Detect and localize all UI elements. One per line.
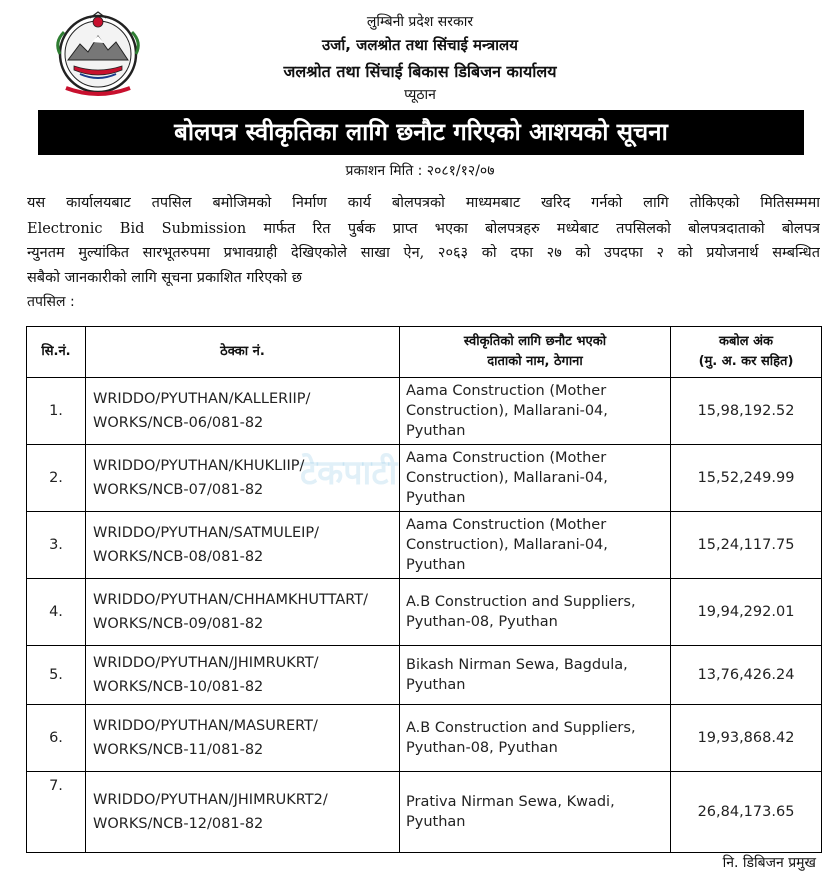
bidder-line: Pyuthan xyxy=(406,814,466,830)
bidder-line: Pyuthan-08, Pyuthan xyxy=(406,740,558,756)
row-amount: 26,84,173.65 xyxy=(671,772,822,853)
row-bidder xyxy=(400,705,671,772)
bidder-line: Construction), Mallarani-04, xyxy=(406,470,608,486)
bidder-line: Aama Construction (Mother xyxy=(406,450,607,466)
row-amount: 13,76,426.24 xyxy=(671,646,822,705)
contract-line: WORKS/NCB-10/081-82 xyxy=(93,679,264,695)
bidder-line: Pyuthan xyxy=(406,490,466,506)
header-office: जलश्रोत तथा सिंचाई बिकास डिबिजन कार्यालय xyxy=(283,62,557,81)
bidder-line: Prativa Nirman Sewa, Kwadi, xyxy=(406,794,615,810)
contract-line: WRIDDO/PYUTHAN/JHIMRUKRT/ xyxy=(93,655,319,671)
bidder-line: A.B Construction and Suppliers, xyxy=(406,720,636,736)
row-contract xyxy=(86,705,400,772)
header-bidder xyxy=(400,327,671,378)
row-contract xyxy=(86,772,400,853)
contract-line: WRIDDO/PYUTHAN/KHUKLIIP/ xyxy=(93,458,305,474)
header-contract: ठेक्का नं. xyxy=(86,327,400,378)
row-sn: 7. xyxy=(27,772,86,853)
bidder-line: A.B Construction and Suppliers, xyxy=(406,594,636,610)
row-contract xyxy=(86,512,400,579)
row-contract xyxy=(86,445,400,512)
row-bidder xyxy=(400,445,671,512)
row-bidder xyxy=(400,772,671,853)
table-row xyxy=(27,579,822,646)
header-province: लुम्बिनी प्रदेश सरकार xyxy=(366,14,474,30)
signature-title: नि. डिबिजन प्रमुख xyxy=(722,855,816,871)
contract-line: WRIDDO/PYUTHAN/KALLERIIP/ xyxy=(93,391,311,407)
row-amount: 15,52,249.99 xyxy=(671,445,822,512)
contract-line: WORKS/NCB-12/081-82 xyxy=(93,816,264,832)
row-sn: 5. xyxy=(27,646,86,705)
header-bidder-line1: स्वीकृतिको लागि छनौट भएको xyxy=(463,334,607,349)
table-row xyxy=(27,512,822,579)
contract-line: WRIDDO/PYUTHAN/CHHAMKHUTTART/ xyxy=(93,592,369,608)
row-contract xyxy=(86,378,400,445)
header-amount xyxy=(671,327,822,378)
bidder-line: Pyuthan xyxy=(406,557,466,573)
row-contract xyxy=(86,579,400,646)
bidder-line: Aama Construction (Mother xyxy=(406,383,607,399)
table-row xyxy=(27,378,822,445)
bid-table xyxy=(26,326,822,853)
row-contract xyxy=(86,646,400,705)
bidder-line: Pyuthan-08, Pyuthan xyxy=(406,614,558,630)
row-bidder xyxy=(400,646,671,705)
header-amount-line1: कबोल अंक xyxy=(718,334,774,349)
row-bidder xyxy=(400,378,671,445)
row-bidder xyxy=(400,512,671,579)
row-bidder xyxy=(400,579,671,646)
table-row xyxy=(27,772,822,853)
row-sn: 2. xyxy=(27,445,86,512)
bidder-line: Construction), Mallarani-04, xyxy=(406,403,608,419)
row-amount: 15,24,117.75 xyxy=(671,512,822,579)
paragraph-line: न्युनतम मुल्यांकित सारभूतरुपमा प्रभावग्राही देखिएकोले साखा ऐन, २०६३ को दफा २७ को उपदफा २ को प्रयोजनार्थ सम्बन्धित xyxy=(27,245,820,261)
paragraph-line: यस कार्यालयबाट तपसिल बमोजिमको निर्माण कार्य बोलपत्रको माध्यमबाट खरिद गर्नको लागि तोकिएको मितिसम्ममा xyxy=(27,195,820,211)
contract-line: WORKS/NCB-09/081-82 xyxy=(93,616,264,632)
bidder-line: Bikash Nirman Sewa, Bagdula, xyxy=(406,657,628,673)
bidder-line: Pyuthan xyxy=(406,423,466,439)
row-amount: 19,93,868.42 xyxy=(671,705,822,772)
contract-line: WORKS/NCB-07/081-82 xyxy=(93,482,264,498)
table-row xyxy=(27,445,822,512)
contract-line: WORKS/NCB-11/081-82 xyxy=(93,742,264,758)
tapasil-label: तपसिल : xyxy=(27,294,75,310)
row-amount: 15,98,192.52 xyxy=(671,378,822,445)
header-district: प्यूठान xyxy=(404,87,436,103)
row-sn: 6. xyxy=(27,705,86,772)
contract-line: WRIDDO/PYUTHAN/JHIMRUKRT2/ xyxy=(93,792,328,808)
bidder-line: Pyuthan xyxy=(406,677,466,693)
contract-line: WRIDDO/PYUTHAN/SATMULEIP/ xyxy=(93,525,320,541)
contract-line: WORKS/NCB-06/081-82 xyxy=(93,415,264,431)
table-row xyxy=(27,705,822,772)
row-sn: 4. xyxy=(27,579,86,646)
header-amount-line2: (मु. अ. कर सहित) xyxy=(698,354,794,369)
bidder-line: Construction), Mallarani-04, xyxy=(406,537,608,553)
paragraph-line: Electronic Bid Submission मार्फत रित पुर्बक प्राप्त भएका बोलपत्रहरु मध्येबाट तपसिलको बोलपत्रदाताको बोलपत्र xyxy=(27,221,820,237)
bidder-line: Aama Construction (Mother xyxy=(406,517,607,533)
notice-title: बोलपत्र स्वीकृतिका लागि छनौट गरिएको आशयको सूचना xyxy=(38,110,804,155)
table-row xyxy=(27,646,822,705)
row-sn: 3. xyxy=(27,512,86,579)
header-bidder-line2: दाताको नाम, ठेगाना xyxy=(487,354,583,369)
header-sn: सि.नं. xyxy=(27,327,86,378)
contract-line: WRIDDO/PYUTHAN/MASURERT/ xyxy=(93,718,318,734)
header-ministry: उर्जा, जलश्रोत तथा सिंचाई मन्त्रालय xyxy=(322,36,518,54)
paragraph-line: सबैको जानकारीको लागि सूचना प्रकाशित गरिएको छ xyxy=(27,270,302,286)
publication-date: प्रकाशन मिति : २०८१/१२/०७ xyxy=(345,163,495,179)
row-sn: 1. xyxy=(27,378,86,445)
table-header-row xyxy=(27,327,822,378)
contract-line: WORKS/NCB-08/081-82 xyxy=(93,549,264,565)
row-amount: 19,94,292.01 xyxy=(671,579,822,646)
watermark-text: टेकपाटी xyxy=(300,453,398,493)
